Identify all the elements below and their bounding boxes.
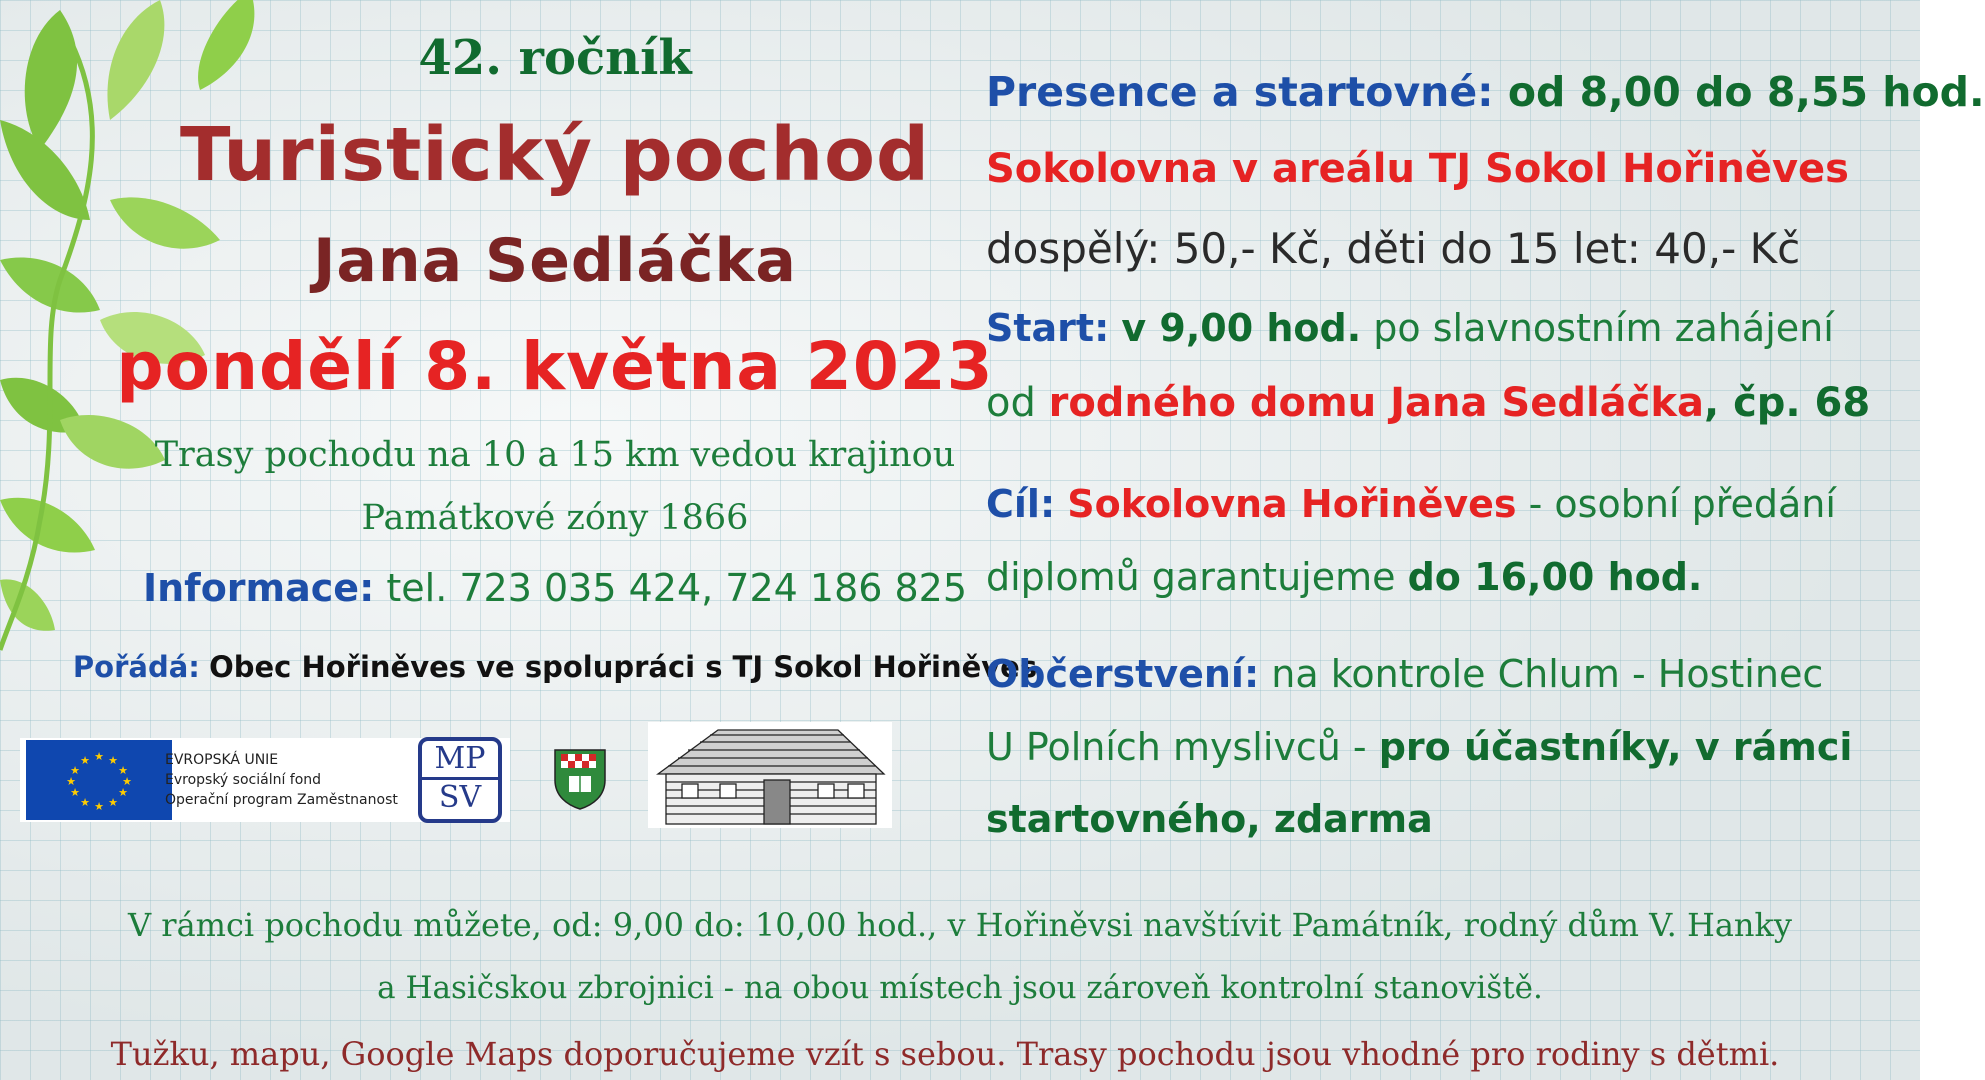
presence-line bbox=[986, 68, 1985, 116]
svg-text:★: ★ bbox=[66, 775, 76, 788]
presence-time: od 8,00 do 8,55 hod. bbox=[1507, 68, 1985, 116]
start-place: rodného domu Jana Sedláčka bbox=[1048, 380, 1704, 426]
refresh-bold2: pro účastníky, v rámci bbox=[1378, 725, 1853, 769]
eu-text-1: EVROPSKÁ UNIE bbox=[165, 752, 279, 768]
finish-text2: diplomů garantujeme bbox=[986, 555, 1396, 599]
svg-text:★: ★ bbox=[94, 800, 104, 813]
svg-text:★: ★ bbox=[108, 796, 118, 809]
start-line bbox=[986, 306, 1834, 350]
start-after: po slavnostním zahájení bbox=[1373, 306, 1834, 350]
event-title: Turistický pochod bbox=[180, 112, 930, 198]
organizer-text: Obec Hořiněves ve spolupráci s TJ Sokol Hořiněves bbox=[209, 650, 1038, 684]
event-subtitle: Jana Sedláčka bbox=[313, 226, 797, 296]
venue-line: Sokolovna v areálu TJ Sokol Hořiněves bbox=[986, 146, 1849, 192]
organizer-label: Pořádá: bbox=[72, 650, 200, 684]
info-label: Informace: bbox=[142, 566, 375, 610]
svg-text:★: ★ bbox=[108, 754, 118, 767]
svg-text:★: ★ bbox=[118, 786, 128, 799]
footer-line1: V rámci pochodu můžete, od: 9,00 do: 10,00 hod., v Hořiněvsi navštívit Památník, rodný dům V. Hanky bbox=[127, 906, 1793, 944]
eu-flag-icon bbox=[26, 740, 172, 820]
mpsv-logo bbox=[418, 737, 502, 823]
start-time: v 9,00 hod. bbox=[1121, 306, 1362, 350]
village-coat-of-arms-icon bbox=[553, 748, 607, 810]
svg-text:★: ★ bbox=[94, 750, 104, 763]
svg-text:★: ★ bbox=[70, 786, 80, 799]
start-label: Start: bbox=[986, 306, 1110, 350]
eu-text-2: Evropský sociální fond bbox=[165, 772, 322, 788]
svg-text:★: ★ bbox=[118, 764, 128, 777]
footer-line2: a Hasičskou zbrojnici - na obou místech jsou zároveň kontrolní stanoviště. bbox=[377, 970, 1543, 1006]
refresh-text1: na kontrole Chlum - Hostinec bbox=[1271, 652, 1824, 696]
finish-text1: - osobní předání bbox=[1516, 482, 1836, 526]
info-phone: tel. 723 035 424, 724 186 825 bbox=[386, 566, 968, 610]
fees-line: dospělý: 50,- Kč, děti do 15 let: 40,- Kč bbox=[986, 224, 1801, 273]
info-line bbox=[143, 566, 967, 610]
mpsv-bottom: SV bbox=[438, 780, 482, 815]
refresh-label: Občerstvení: bbox=[986, 652, 1260, 696]
svg-text:★: ★ bbox=[80, 754, 90, 767]
refresh-text2: U Polních myslivců - bbox=[986, 725, 1367, 769]
edition-label: 42. ročník bbox=[418, 30, 692, 86]
svg-text:★: ★ bbox=[122, 775, 132, 788]
start-place-line bbox=[986, 380, 1870, 426]
finish-time: do 16,00 hod. bbox=[1407, 555, 1703, 599]
svg-text:★: ★ bbox=[80, 796, 90, 809]
refresh-line2 bbox=[986, 725, 1852, 769]
organizer-line bbox=[73, 650, 1037, 684]
presence-label: Presence a startovné: bbox=[986, 68, 1494, 116]
finish-line2 bbox=[986, 555, 1702, 599]
refresh-line3: startovného, zdarma bbox=[986, 797, 1433, 841]
finish-line bbox=[986, 482, 1836, 526]
routes-line2: Památkové zóny 1866 bbox=[361, 498, 749, 538]
start-from: od bbox=[986, 380, 1036, 426]
eu-text-3: Operační program Zaměstnanost bbox=[165, 792, 398, 808]
event-date: pondělí 8. května 2023 bbox=[116, 328, 994, 405]
svg-text:★: ★ bbox=[70, 764, 80, 777]
refresh-line1 bbox=[986, 652, 1823, 696]
finish-label: Cíl: bbox=[986, 482, 1056, 526]
mpsv-top: MP bbox=[422, 741, 498, 780]
cottage-drawing-icon bbox=[648, 722, 892, 828]
finish-place: Sokolovna Hořiněves bbox=[1067, 482, 1517, 526]
start-number: , čp. 68 bbox=[1703, 380, 1871, 426]
footer-line3: Tužku, mapu, Google Maps doporučujeme vzít s sebou. Trasy pochodu jsou vhodné pro rodiny s dětmi. bbox=[110, 1035, 1780, 1073]
routes-line1: Trasy pochodu na 10 a 15 km vedou krajinou bbox=[154, 435, 956, 475]
